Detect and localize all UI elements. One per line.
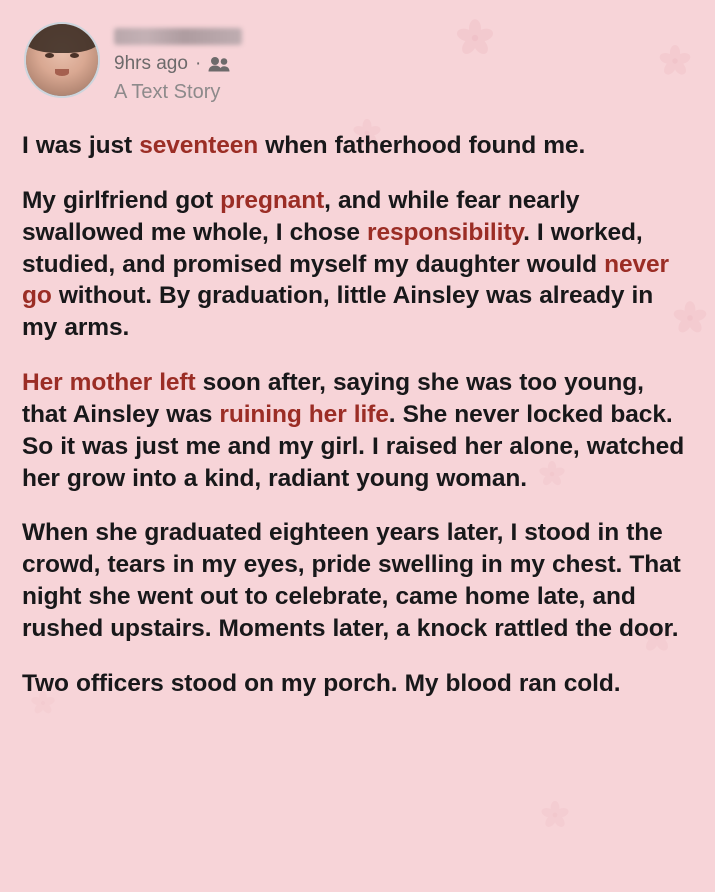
- story-text: , and while fear nearly swallowed me whole, I chose: [22, 186, 580, 246]
- highlighted-text: ruining her life: [219, 400, 389, 428]
- post-meta: [114, 53, 242, 75]
- highlighted-text: seventeen: [139, 132, 259, 159]
- story-text: Two officers stood on my porch. My blood ran cold.: [22, 669, 621, 697]
- highlighted-text: pregnant: [220, 186, 325, 214]
- avatar-eye-left: [45, 53, 54, 58]
- post-header-container: [0, 0, 715, 104]
- highlighted-text: never go: [22, 250, 669, 310]
- story-text: . I worked, studied, and promised myself my daughter would: [22, 218, 643, 278]
- post-header: [24, 22, 691, 104]
- story-text: My girlfriend got: [22, 186, 221, 214]
- meta-separator: ·: [194, 53, 202, 74]
- story-paragraph: [22, 517, 693, 644]
- avatar-mouth: [55, 69, 69, 76]
- story-text: when fatherhood found me.: [258, 132, 586, 159]
- avatar-eye-right: [70, 53, 79, 58]
- story-text: soon after, saying she was too young, that Ainsley was: [22, 369, 644, 428]
- story-paragraph: [22, 367, 693, 494]
- avatar-hair: [24, 22, 100, 53]
- story-paragraph: [22, 185, 693, 344]
- friends-icon[interactable]: [208, 56, 230, 72]
- story-paragraph: [22, 668, 693, 700]
- post-subtitle: A Text Story: [114, 81, 221, 103]
- story-text: . She never locked back. So it was just me and my girl. I raised her alone, watched her grow into a kind, radiant young woman.: [22, 400, 685, 492]
- flower-icon: [540, 800, 570, 830]
- highlighted-text: Her mother left: [22, 369, 196, 397]
- highlighted-text: responsibility: [367, 218, 524, 246]
- story-paragraph: [22, 130, 693, 162]
- story-text: without. By graduation, little Ainsley was already in my arms.: [22, 282, 654, 342]
- post-header-text: [114, 22, 242, 104]
- story-text: I was just: [22, 132, 140, 159]
- story-body: [0, 104, 715, 700]
- avatar[interactable]: [24, 22, 100, 98]
- post-timestamp: 9hrs ago: [114, 53, 188, 74]
- username-redacted[interactable]: [114, 28, 242, 45]
- story-text: When she graduated eighteen years later, I stood in the crowd, tears in my eyes, pride swelling in my chest. That night she went out to celebrate, came home late, and rushed upstairs. Moments later, a knock rattled the door.: [22, 519, 681, 642]
